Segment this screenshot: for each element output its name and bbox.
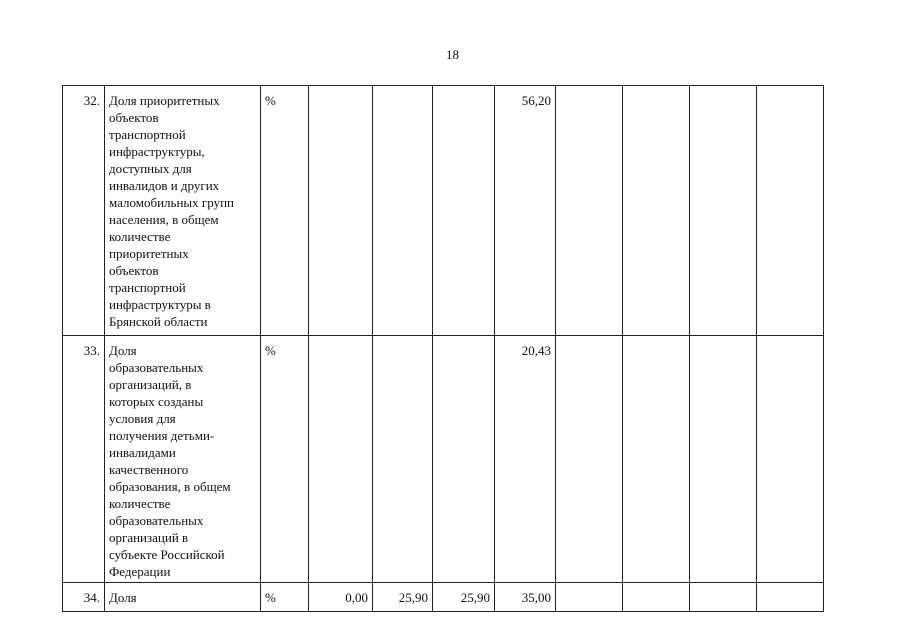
- value-cell: 0,00: [309, 583, 373, 612]
- value-cell: 25,90: [373, 583, 433, 612]
- table-row: [63, 86, 824, 336]
- value-cell: 25,90: [433, 583, 495, 612]
- value-cell: 56,20: [495, 86, 556, 336]
- value-cell: [757, 86, 824, 336]
- unit-cell: %: [261, 583, 309, 612]
- indicator-name: Доля образовательных организаций, в которых созданы условия для получения детьми- инвалидами качественного образования, в общем количестве образовательных организаций в субъекте Российской Федерации: [105, 336, 261, 583]
- indicator-name: Доля приоритетных объектов транспортной инфраструктуры, доступных для инвалидов и других маломобильных групп населения, в общем количестве приоритетных объектов транспортной инфраструктуры в Брянской области: [105, 86, 261, 336]
- value-cell: [623, 86, 690, 336]
- row-number: 33.: [63, 336, 105, 583]
- value-cell: 20,43: [495, 336, 556, 583]
- value-cell: [556, 86, 623, 336]
- value-cell: [433, 336, 495, 583]
- row-number: 34.: [63, 583, 105, 612]
- value-cell: [623, 583, 690, 612]
- value-cell: [757, 336, 824, 583]
- value-cell: [690, 583, 757, 612]
- page-number: 18: [446, 47, 459, 62]
- value-cell: [623, 336, 690, 583]
- value-cell: [757, 583, 824, 612]
- value-cell: [309, 336, 373, 583]
- table-row: [63, 583, 824, 612]
- value-cell: 35,00: [495, 583, 556, 612]
- table-row: [63, 336, 824, 583]
- value-cell: [556, 583, 623, 612]
- value-cell: [309, 86, 373, 336]
- unit-cell: %: [261, 336, 309, 583]
- unit-cell: %: [261, 86, 309, 336]
- value-cell: [373, 336, 433, 583]
- value-cell: [433, 86, 495, 336]
- value-cell: [373, 86, 433, 336]
- indicators-table: [62, 85, 824, 612]
- value-cell: [690, 336, 757, 583]
- value-cell: [556, 336, 623, 583]
- indicator-name: Доля: [105, 583, 261, 612]
- row-number: 32.: [63, 86, 105, 336]
- value-cell: [690, 86, 757, 336]
